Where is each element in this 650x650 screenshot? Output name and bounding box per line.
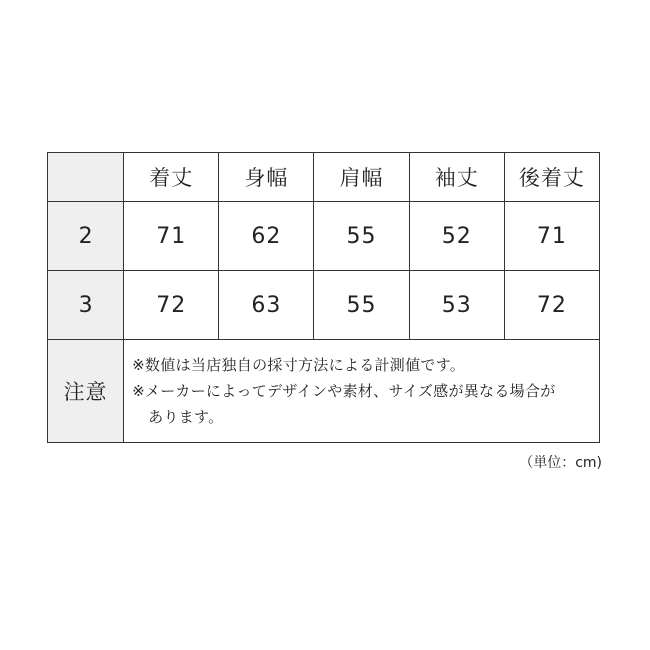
header-length: 着丈	[124, 153, 219, 202]
value-sleeve-length: 52	[409, 202, 504, 271]
note-text-cell	[124, 340, 600, 443]
note-row	[48, 340, 600, 443]
value-chest-width: 63	[219, 271, 314, 340]
header-corner-cell	[48, 153, 124, 202]
note-line: あります。	[148, 408, 224, 426]
unit-label: （単位：cm)	[519, 455, 602, 471]
value-chest-width: 62	[219, 202, 314, 271]
size-label: 3	[48, 271, 124, 340]
note-label: 注意	[48, 340, 124, 443]
note-line: ※数値は当店独自の採寸方法による計測値です。	[132, 356, 466, 374]
size-chart-table	[47, 152, 600, 443]
table-row	[48, 271, 600, 340]
value-shoulder-width: 55	[314, 202, 409, 271]
value-back-length: 72	[504, 271, 599, 340]
value-back-length: 71	[504, 202, 599, 271]
table-row	[48, 202, 600, 271]
value-length: 71	[124, 202, 219, 271]
header-sleeve-length: 袖丈	[409, 153, 504, 202]
header-chest-width: 身幅	[219, 153, 314, 202]
value-length: 72	[124, 271, 219, 340]
value-sleeve-length: 53	[409, 271, 504, 340]
value-shoulder-width: 55	[314, 271, 409, 340]
size-label: 2	[48, 202, 124, 271]
note-line: ※メーカーによってデザインや素材、サイズ感が異なる場合が	[132, 382, 556, 400]
header-back-length: 後着丈	[504, 153, 599, 202]
header-row	[48, 153, 600, 202]
header-shoulder-width: 肩幅	[314, 153, 409, 202]
